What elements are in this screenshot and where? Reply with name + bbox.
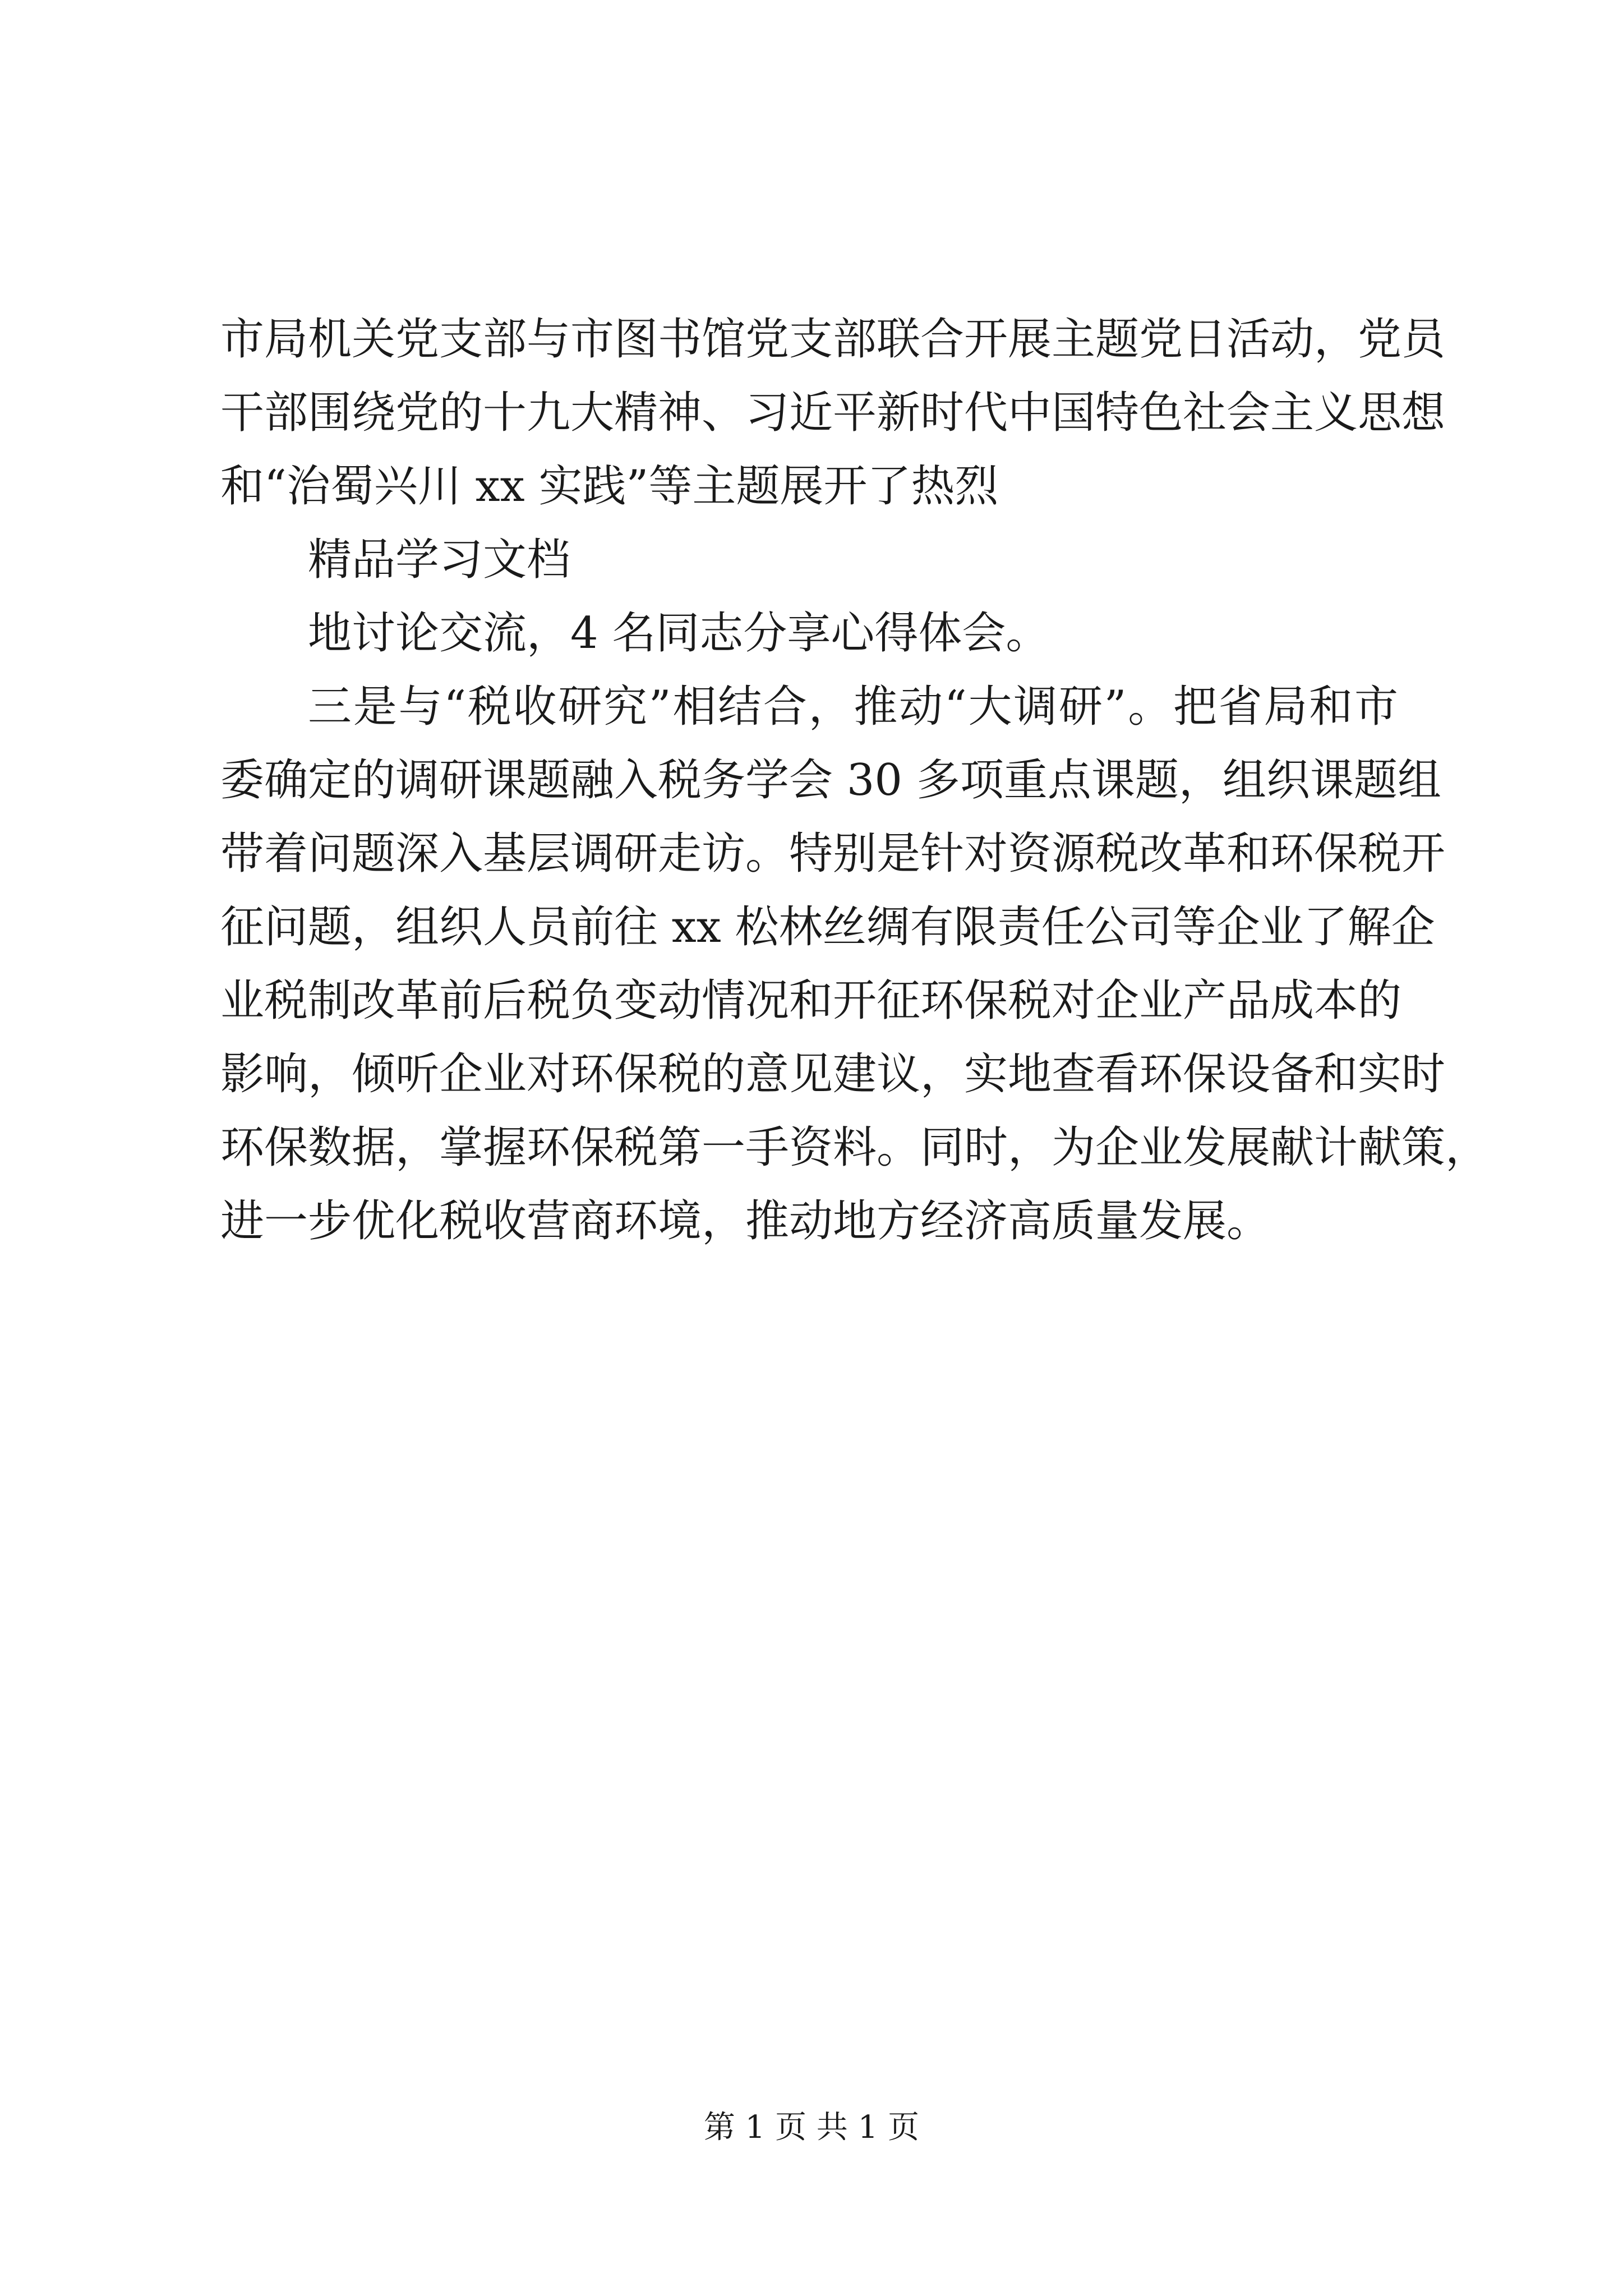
page-number-label: 第 1 页 共 1 页 bbox=[703, 2109, 920, 2146]
paragraph-line: 三是与“税收研究”相结合，推动“大调研”。把省局和市 bbox=[308, 682, 1398, 732]
paragraph-line: 市局机关党支部与市图书馆党支部联合开展主题党日活动，党员 bbox=[220, 314, 1446, 365]
paragraph-line: 进一步优化税收营商环境，推动地方经济高质量发展。 bbox=[220, 1196, 1271, 1246]
paragraph-line: 地讨论交流，4 名同志分享心得体会。 bbox=[308, 608, 1050, 659]
document-body bbox=[220, 303, 1490, 1258]
paragraph-line: 和“治蜀兴川 xx 实践”等主题展开了热烈 bbox=[220, 461, 999, 512]
paragraph-line: 带着问题深入基层调研走访。特别是针对资源税改革和环保税开 bbox=[220, 829, 1446, 879]
paragraph-line: 业税制改革前后税负变动情况和开征环保税对企业产品成本的 bbox=[220, 976, 1402, 1026]
paragraph-line: 环保数据，掌握环保税第一手资料。同时，为企业发展献计献策， bbox=[220, 1122, 1490, 1173]
paragraph-line: 影响，倾听企业对环保税的意见建议，实地查看环保设备和实时 bbox=[220, 1049, 1446, 1099]
page-footer bbox=[0, 2108, 1623, 2147]
paragraph-line: 征问题，组织人员前往 xx 松林丝绸有限责任公司等企业了解企 bbox=[220, 902, 1435, 953]
paragraph-line: 委确定的调研课题融入税务学会 30 多项重点课题，组织课题组 bbox=[220, 755, 1441, 806]
paragraph-line: 干部围绕党的十九大精神、习近平新时代中国特色社会主义思想 bbox=[220, 388, 1446, 438]
watermark-heading: 精品学习文档 bbox=[308, 535, 571, 585]
